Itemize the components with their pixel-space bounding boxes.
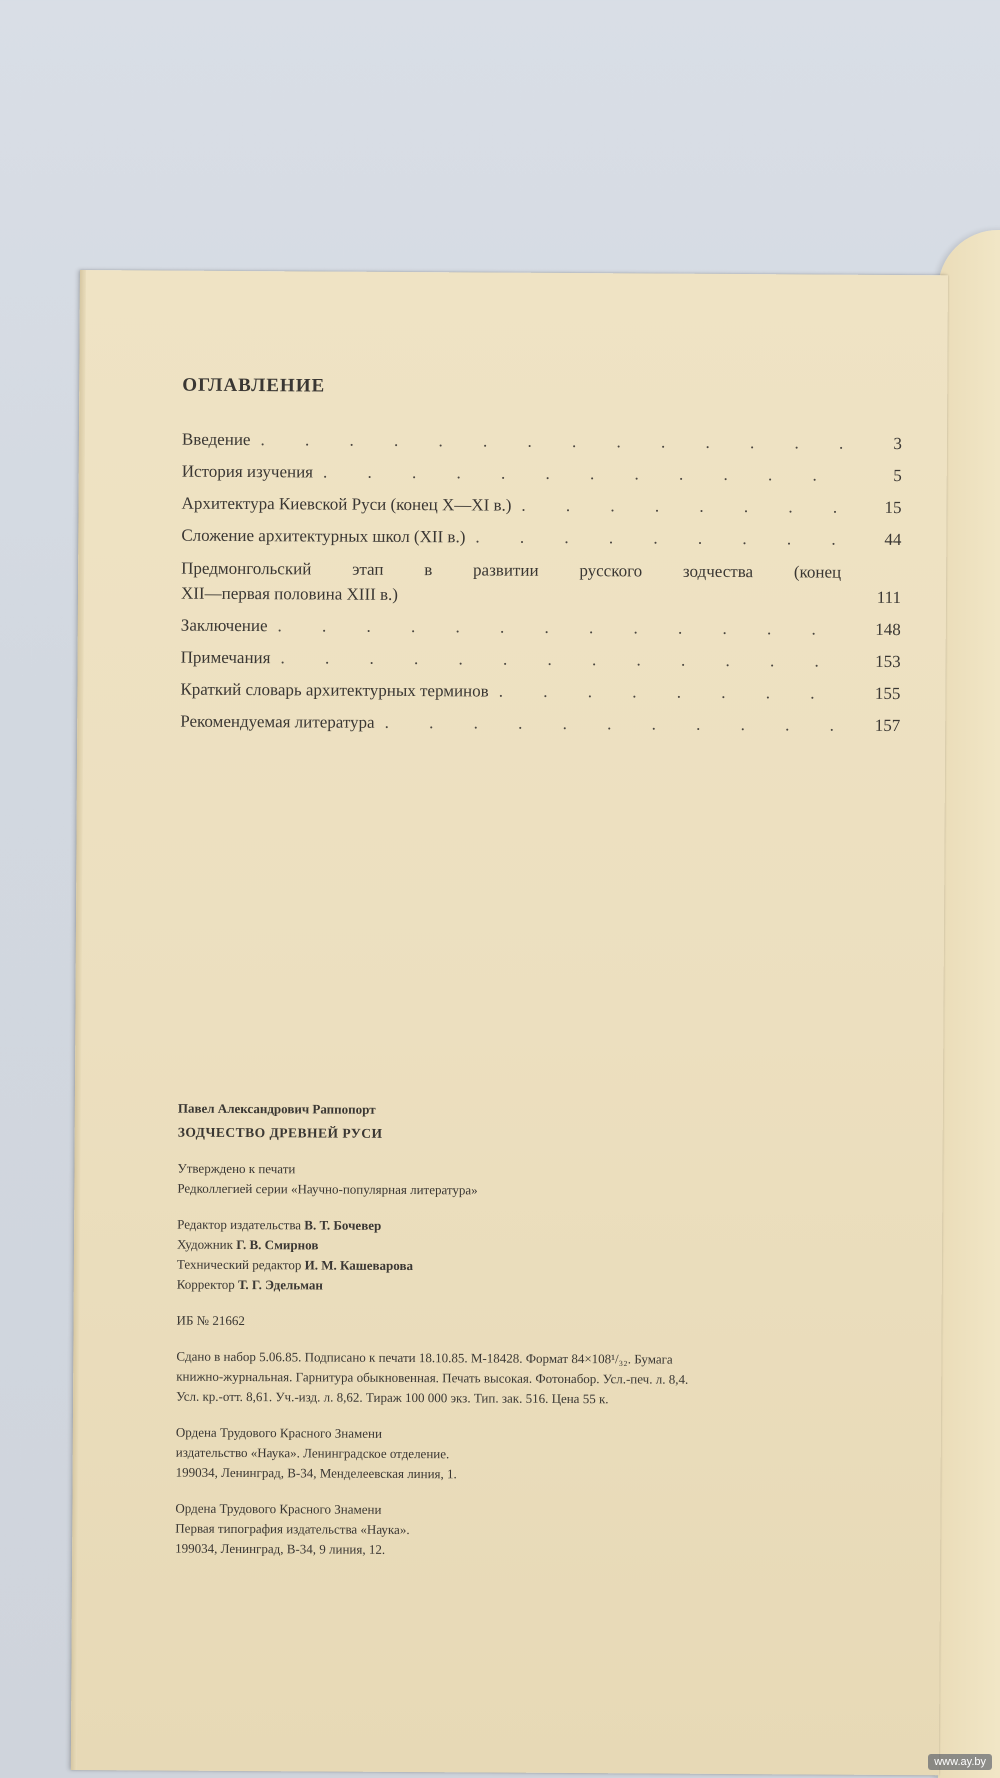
next-page-edge: [938, 230, 1000, 1778]
toc-entry-page: 44: [884, 529, 902, 550]
toc-entry-page: 111: [876, 587, 902, 608]
approved-line: Утверждено к печати: [177, 1160, 296, 1177]
publisher-line: 199034, Ленинград, В-34, Менделеевская линия, 1.: [175, 1464, 457, 1482]
toc-entry: [182, 428, 902, 456]
book-page: [71, 270, 948, 1775]
table-of-contents: [180, 428, 902, 746]
toc-title: ОГЛАВЛЕНИЕ: [182, 374, 326, 397]
toc-entry-page: 15: [884, 497, 902, 518]
staff-name: В. Т. Бочевер: [304, 1217, 382, 1233]
spec-line: Усл. кр.-отт. 8,61. Уч.-изд. л. 8,62. Тираж 100 000 экз. Тип. зак. 516. Цена 55 к.: [176, 1388, 609, 1407]
staff-name: Т. Г. Эдельман: [237, 1276, 324, 1293]
toc-entry-label: Краткий словарь архитектурных терминов: [180, 679, 489, 701]
toc-entry-page: 5: [893, 465, 902, 486]
toc-entry: [181, 556, 901, 610]
ib-number: ИБ № 21662: [176, 1312, 245, 1329]
toc-entry: [181, 614, 901, 642]
toc-leader-dots: [277, 614, 850, 642]
toc-leader-dots: [475, 525, 851, 551]
staff-role: Корректор: [176, 1276, 235, 1292]
printer-line: Ордена Трудового Красного Знамени: [175, 1500, 382, 1517]
publisher-line: Ордена Трудового Красного Знамени: [175, 1424, 382, 1441]
toc-entry-page: 153: [875, 651, 901, 672]
toc-entry-label-line1: Предмонгольский этап в развитии русского зодчества (конец: [181, 558, 842, 582]
toc-leader-dots: [280, 646, 850, 673]
toc-entry: [182, 492, 902, 520]
toc-leader-dots: [521, 494, 851, 520]
toc-entry: [181, 524, 901, 552]
toc-entry-label: Введение: [181, 429, 251, 450]
toc-entry-page: 3: [893, 433, 903, 454]
watermark: www.ay.by: [928, 1754, 992, 1770]
printer-line: 199034, Ленинград, В-34, 9 линия, 12.: [175, 1540, 386, 1557]
toc-leader-dots: [385, 711, 851, 738]
toc-entry-page: 148: [875, 619, 901, 640]
publisher-line: издательство «Наука». Ленинградское отделение.: [175, 1444, 450, 1462]
staff-name: Г. В. Смирнов: [236, 1236, 319, 1253]
staff-role: Художник: [177, 1236, 234, 1252]
toc-entry-page: 155: [874, 683, 901, 704]
spec-line: книжно-журнальная. Гарнитура обыкновенная. Печать высокая. Фотонабор. Усл.-печ. л. 8,4.: [176, 1368, 689, 1387]
toc-entry: [180, 710, 900, 738]
colophon: [175, 1099, 898, 1579]
toc-entry-label-line2: XII—первая половина XIII в.): [180, 583, 399, 604]
printer-line: Первая типография издательства «Наука».: [175, 1520, 410, 1538]
toc-leader-dots: [408, 607, 851, 610]
toc-entry: [181, 646, 901, 674]
toc-entry-label: Сложение архитектурных школ (XII в.): [181, 525, 466, 547]
staff-line: [177, 1275, 897, 1299]
spec-line: Сдано в набор 5.06.85. Подписано к печати 18.10.85. М-18428. Формат 84×108¹/₃₂. Бумага: [176, 1348, 673, 1367]
toc-entry: [182, 460, 902, 488]
toc-entry-label: История изучения: [181, 461, 314, 482]
book-title: ЗОДЧЕСТВО ДРЕВНЕЙ РУСИ: [177, 1124, 383, 1141]
toc-entry-label: Заключение: [180, 615, 268, 636]
toc-leader-dots: [499, 680, 851, 706]
author-name: Павел Александрович Раппопорт: [177, 1100, 376, 1117]
toc-leader-dots: [323, 460, 852, 487]
toc-entry-label: Примечания: [180, 647, 271, 668]
approved-line: Редколлегией серии «Научно-популярная литература»: [177, 1180, 478, 1198]
toc-entry-label: Рекомендуемая литература: [180, 711, 375, 732]
staff-role: Технический редактор: [176, 1256, 302, 1273]
toc-entry-label: Архитектура Киевской Руси (конец X—XI в.): [181, 493, 512, 515]
toc-entry-page: 157: [874, 715, 901, 736]
toc-leader-dots: [260, 428, 852, 456]
staff-name: И. М. Кашеварова: [304, 1257, 414, 1274]
toc-entry: [180, 678, 900, 706]
staff-role: Редактор издательства: [177, 1216, 302, 1233]
